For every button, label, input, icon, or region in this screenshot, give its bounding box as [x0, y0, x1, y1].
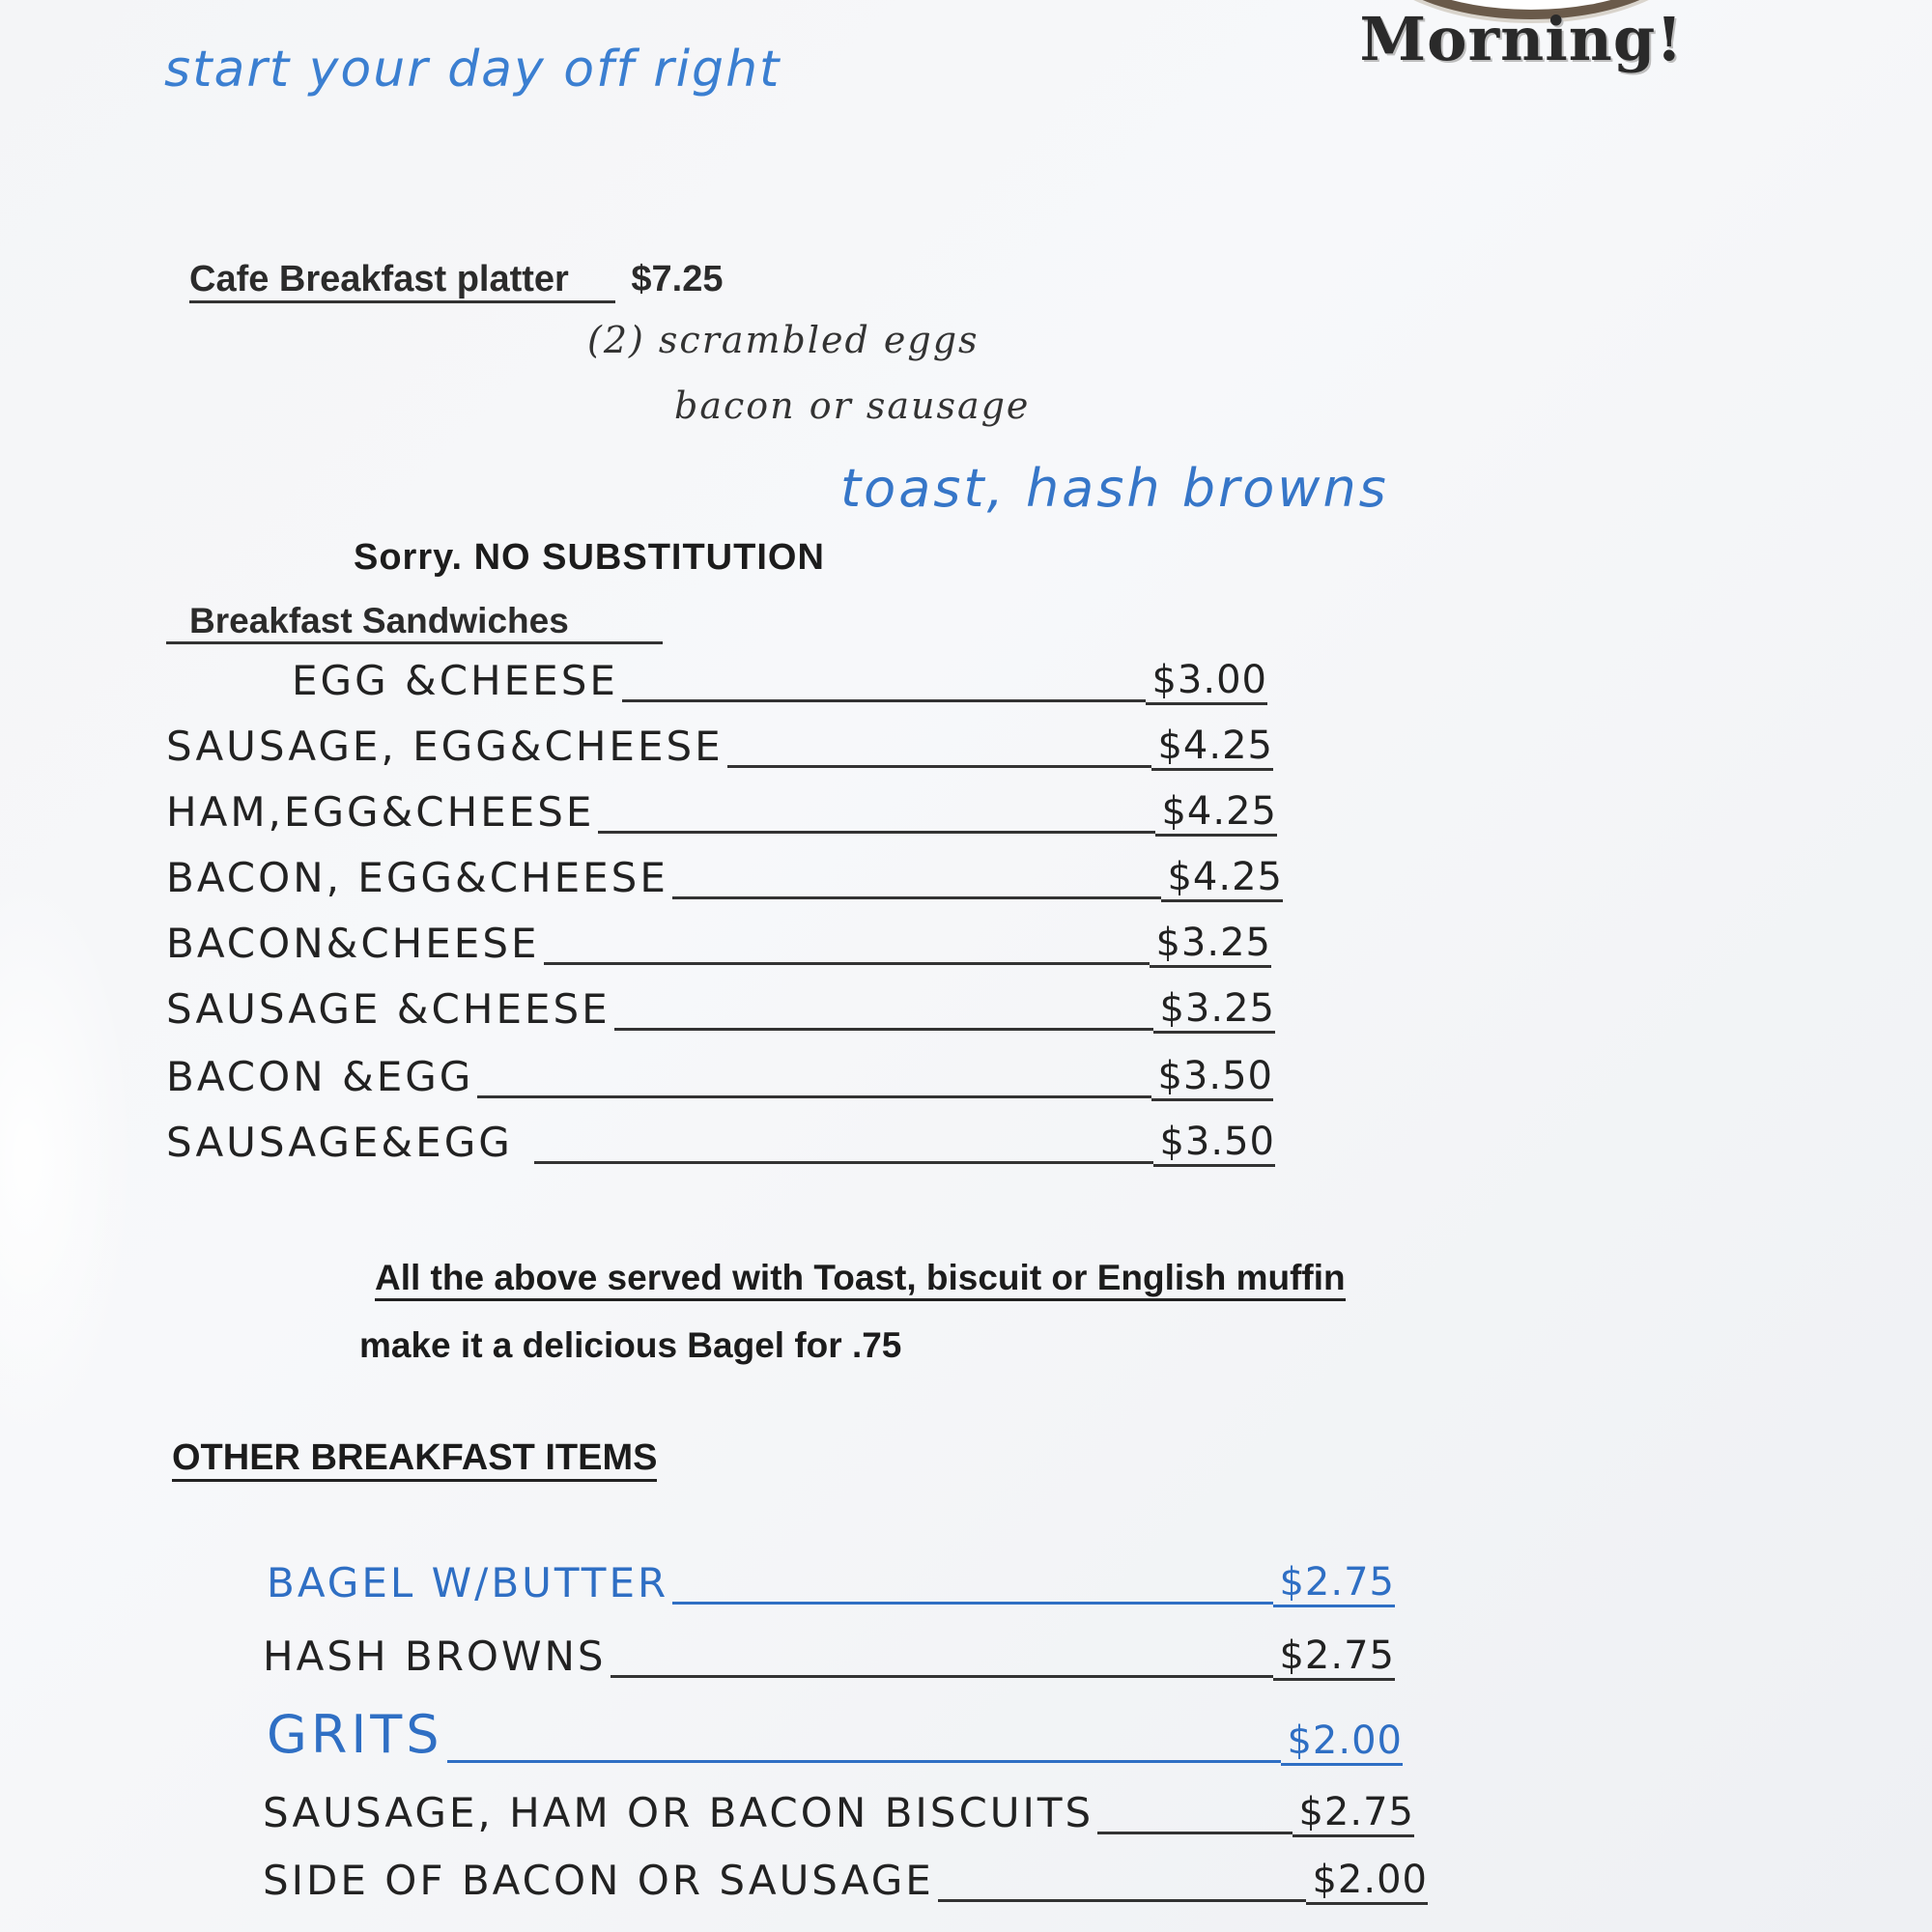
menu-item — [166, 920, 1271, 967]
logo — [1319, 0, 1724, 97]
bagel-upgrade-note: make it a delicious Bagel for .75 — [359, 1325, 902, 1365]
menu-item — [166, 788, 1277, 836]
menu-item — [263, 1857, 1428, 1904]
menu-item-name: EGG &CHEESE — [292, 657, 618, 704]
leader-line — [477, 1095, 1151, 1098]
platter-price: $7.25 — [631, 259, 724, 299]
section-heading-other: OTHER BREAKFAST ITEMS — [172, 1437, 657, 1482]
leader-line — [727, 765, 1152, 768]
glare — [0, 869, 135, 1449]
leader-line — [938, 1899, 1307, 1902]
menu-item-price: $2.00 — [1281, 1719, 1403, 1766]
menu-item-name: HASH BROWNS — [263, 1633, 607, 1680]
platter-row — [189, 259, 723, 303]
menu-item-price: $4.25 — [1161, 855, 1283, 902]
menu-item-price: $2.75 — [1273, 1560, 1395, 1607]
platter-line: toast, hash browns — [840, 458, 1389, 519]
menu-item-price: $4.25 — [1155, 789, 1277, 837]
menu-item-price: $2.75 — [1293, 1790, 1414, 1837]
menu-item — [267, 1704, 1403, 1765]
menu-item — [166, 723, 1273, 770]
leader-line — [672, 1602, 1273, 1605]
menu-item-price: $3.25 — [1153, 986, 1275, 1034]
menu-item-name: SAUSAGE, HAM OR BACON BISCUITS — [263, 1789, 1094, 1836]
menu-item — [166, 1119, 1275, 1166]
section-heading-sandwiches: Breakfast Sandwiches — [166, 601, 663, 644]
menu-item-price: $3.00 — [1146, 658, 1267, 705]
menu-item — [267, 1559, 1395, 1606]
menu-item-name: SIDE OF BACON OR SAUSAGE — [263, 1857, 934, 1904]
platter-line: (2) scrambled eggs — [587, 319, 980, 361]
leader-line — [544, 962, 1151, 965]
menu-item-price: $2.75 — [1273, 1634, 1395, 1681]
menu-item — [166, 854, 1283, 901]
menu-item — [166, 985, 1275, 1033]
menu-item-name: BAGEL W/BUTTER — [267, 1559, 669, 1606]
menu-item-name: BACON &EGG — [166, 1053, 474, 1100]
menu-item — [292, 657, 1267, 704]
leader-line — [614, 1028, 1154, 1031]
platter-line: bacon or sausage — [674, 384, 1031, 427]
menu-item-price: $3.25 — [1150, 921, 1271, 968]
logo-text: Morning! — [1359, 4, 1684, 74]
leader-line — [598, 831, 1155, 834]
menu-item-name: BACON, EGG&CHEESE — [166, 854, 668, 901]
menu-item-name: GRITS — [267, 1704, 443, 1765]
menu-item — [166, 1053, 1273, 1100]
menu-item-price: $3.50 — [1153, 1120, 1275, 1167]
leader-line — [447, 1760, 1282, 1763]
menu-item-price: $2.00 — [1306, 1858, 1428, 1905]
leader-line — [672, 896, 1162, 899]
menu-item — [263, 1633, 1395, 1680]
menu-item-price: $3.50 — [1151, 1054, 1273, 1101]
menu-item-price: $4.25 — [1151, 724, 1273, 771]
menu-item — [263, 1789, 1414, 1836]
menu-item-name: SAUSAGE &CHEESE — [166, 985, 611, 1033]
menu-item-name: BACON&CHEESE — [166, 920, 540, 967]
served-with-note: All the above served with Toast, biscuit or English muffin — [375, 1258, 1346, 1301]
menu-item-name: HAM,EGG&CHEESE — [166, 788, 595, 836]
leader-line — [611, 1675, 1274, 1678]
menu-item-name: SAUSAGE&EGG — [166, 1119, 513, 1166]
no-substitution-notice: Sorry. NO SUBSTITUTION — [354, 537, 825, 578]
leader-line — [622, 699, 1147, 702]
platter-name: Cafe Breakfast platter — [189, 259, 615, 303]
menu-item-name: SAUSAGE, EGG&CHEESE — [166, 723, 724, 770]
leader-line — [534, 1161, 1154, 1164]
tagline: start your day off right — [164, 41, 781, 99]
leader-line — [1097, 1832, 1293, 1834]
